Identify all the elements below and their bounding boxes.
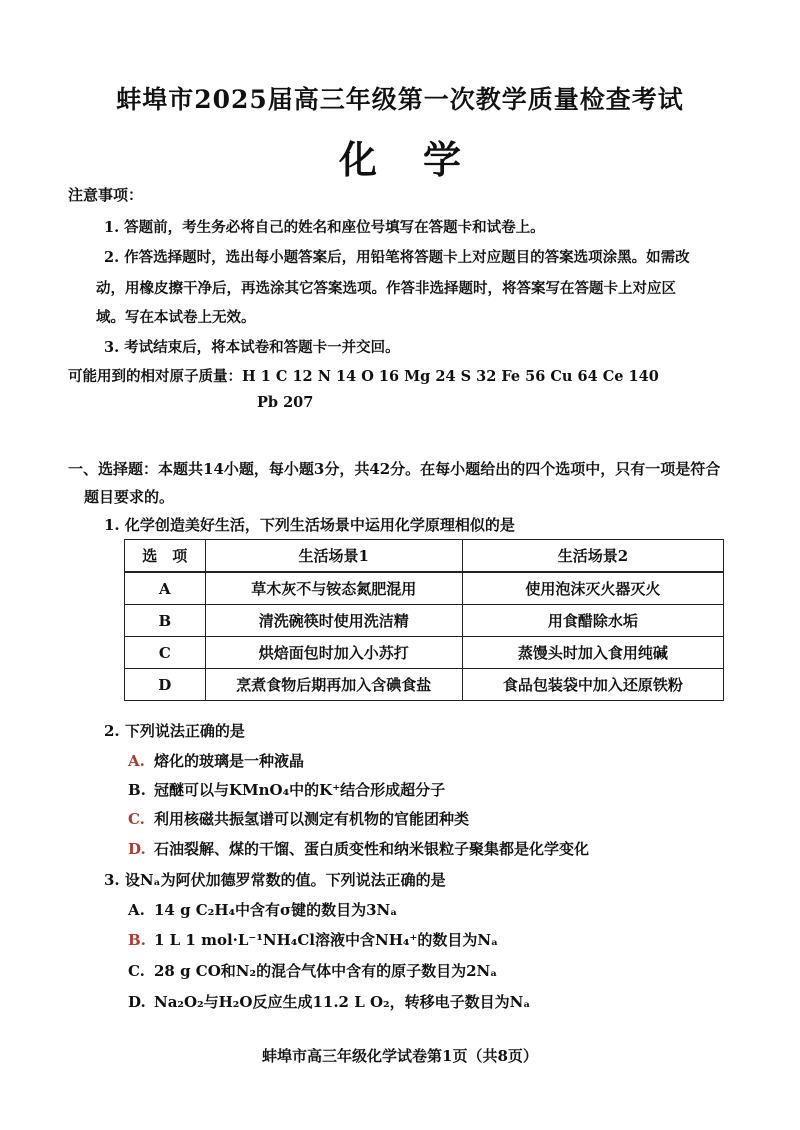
- question-2-option: [128, 808, 469, 829]
- page-footer: 蚌埠市高三年级化学试卷第1页（共8页）: [262, 1047, 538, 1065]
- subject-title: 化学: [338, 137, 507, 182]
- question-3-option: [128, 899, 397, 920]
- section-heading-cont: 题目要求的。: [84, 488, 175, 506]
- notice-item: 域。写在本试卷上无效。: [96, 309, 256, 326]
- table-row: [125, 669, 724, 701]
- table-cell: 烘焙面包时加入小苏打: [205, 637, 462, 669]
- option-text: 14 g C₂H₄中含有σ键的数目为3Nₐ: [154, 901, 398, 919]
- notice-item: 2. 作答选择题时，选出每小题答案后，用铅笔将答题卡上对应题目的答案选项涂黑。如需改: [104, 249, 690, 266]
- table-cell: 蒸馒头时加入食用纯碱: [462, 637, 723, 669]
- option-letter: B.: [128, 781, 146, 799]
- section-heading: 一、选择题：本题共14小题，每小题3分，共42分。在每小题给出的四个选项中，只有一项是符合: [68, 460, 721, 478]
- table-cell: 清洗碗筷时使用洗洁精: [205, 605, 462, 637]
- question-2-option: [128, 779, 445, 800]
- table-cell: A: [125, 572, 206, 605]
- question-3-option: [128, 929, 498, 950]
- table-cell: 草木灰不与铵态氮肥混用: [205, 572, 462, 605]
- option-text: 石油裂解、煤的干馏、蛋白质变性和纳米银粒子聚集都是化学变化: [154, 840, 590, 858]
- option-letter: D.: [128, 840, 146, 858]
- option-letter: C.: [128, 810, 145, 828]
- notice-item: 1. 答题前，考生务必将自己的姓名和座位号填写在答题卡和试卷上。: [104, 219, 545, 236]
- option-letter: A.: [128, 752, 145, 770]
- option-letter: B.: [128, 931, 146, 949]
- option-letter: A.: [128, 901, 145, 919]
- option-text: 利用核磁共振氢谱可以测定有机物的官能团种类: [154, 810, 470, 828]
- question-3-option: [128, 991, 530, 1012]
- question-2-option: [128, 838, 589, 859]
- question-2-option: [128, 750, 304, 771]
- table-header: 选 项: [125, 540, 206, 573]
- question-3-option: [128, 960, 497, 981]
- table-cell: B: [125, 605, 206, 637]
- option-letter: D.: [128, 993, 146, 1011]
- notice-heading: 注意事项：: [68, 186, 144, 204]
- table-cell: 用食醋除水垢: [462, 605, 723, 637]
- table-cell: 食品包装袋中加入还原铁粉: [462, 669, 723, 701]
- option-letter: C.: [128, 962, 145, 980]
- question-1-stem: 1. 化学创造美好生活，下列生活场景中运用化学原理相似的是: [104, 516, 515, 534]
- table-cell: D: [125, 669, 206, 701]
- question-3-stem: 3. 设Nₐ为阿伏加德罗常数的值。下列说法正确的是: [104, 871, 446, 889]
- table-header: 生活场景1: [205, 540, 462, 573]
- table-cell: C: [125, 637, 206, 669]
- option-text: 冠醚可以与KMnO₄中的K⁺结合形成超分子: [154, 781, 446, 799]
- option-text: 1 L 1 mol·L⁻¹NH₄Cl溶液中含NH₄⁺的数目为Nₐ: [154, 931, 499, 949]
- atomic-masses-line: 可能用到的相对原子质量：H 1 C 12 N 14 O 16 Mg 24 S 32 Fe 56 Cu 64 Ce 140: [68, 368, 659, 385]
- option-text: 熔化的玻璃是一种液晶: [154, 752, 305, 770]
- atomic-masses-line: Pb 207: [257, 394, 314, 411]
- notice-item: 动，用橡皮擦干净后，再选涂其它答案选项。作答非选择题时，将答案写在答题卡上对应区: [96, 280, 676, 297]
- table-header: 生活场景2: [462, 540, 723, 573]
- table-row: [125, 605, 724, 637]
- question-2-stem: 2. 下列说法正确的是: [104, 722, 245, 740]
- option-text: 28 g CO和N₂的混合气体中含有的原子数目为2Nₐ: [154, 962, 498, 980]
- option-text: Na₂O₂与H₂O反应生成11.2 L O₂，转移电子数目为Nₐ: [154, 993, 531, 1011]
- exam-title: 蚌埠市2025届高三年级第一次教学质量检查考试: [116, 85, 684, 114]
- notice-item: 3. 考试结束后，将本试卷和答题卡一并交回。: [104, 339, 400, 356]
- scene-table: [124, 539, 724, 701]
- table-row: [125, 637, 724, 669]
- table-row: [125, 572, 724, 605]
- table-cell: 烹煮食物后期再加入含碘食盐: [205, 669, 462, 701]
- table-cell: 使用泡沫灭火器灭火: [462, 572, 723, 605]
- table-header-row: [125, 540, 724, 573]
